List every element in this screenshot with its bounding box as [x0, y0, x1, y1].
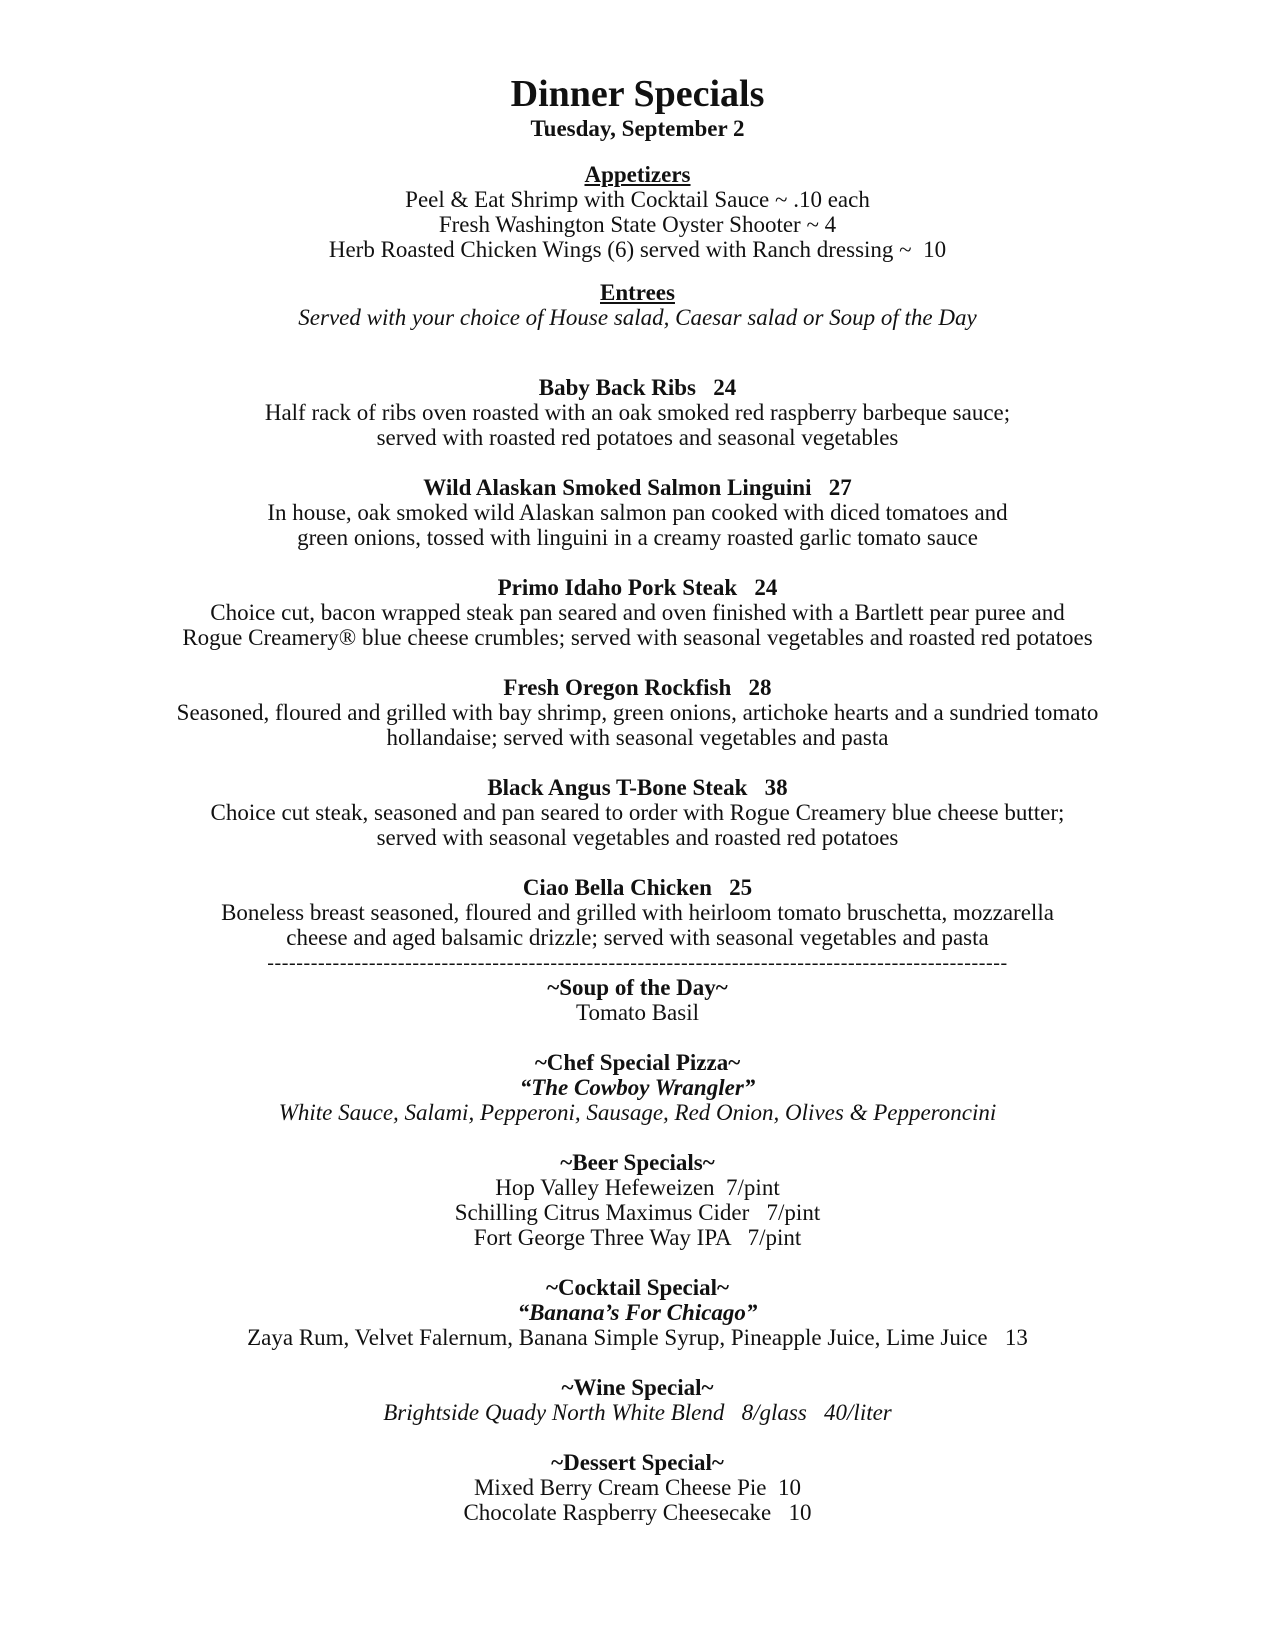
cocktail-description: Zaya Rum, Velvet Falernum, Banana Simple Syrup, Pineapple Juice, Lime Juice 13	[247, 1325, 1028, 1350]
cocktail-name: “Banana’s For Chicago”	[517, 1300, 758, 1325]
appetizer-item: Herb Roasted Chicken Wings (6) served with Ranch dressing ~ 10	[328, 237, 947, 262]
entree-name: Wild Alaskan Smoked Salmon Linguini 27	[423, 475, 852, 500]
entree-description: In house, oak smoked wild Alaskan salmon pan cooked with diced tomatoes and	[267, 500, 1008, 525]
entree-description: Boneless breast seasoned, floured and grilled with heirloom tomato bruschetta, mozzarella	[221, 900, 1054, 925]
pizza-name: “The Cowboy Wrangler”	[519, 1075, 756, 1100]
entree-name: Baby Back Ribs 24	[538, 375, 737, 400]
section-divider: ------------------------------------------------------------------------------------------------------	[267, 952, 1008, 974]
menu-date: Tuesday, September 2	[530, 116, 745, 141]
entree-description: green onions, tossed with linguini in a creamy roasted garlic tomato sauce	[297, 525, 978, 550]
beer-item: Schilling Citrus Maximus Cider 7/pint	[454, 1200, 821, 1225]
pizza-description: White Sauce, Salami, Pepperoni, Sausage, Red Onion, Olives & Pepperoncini	[278, 1100, 997, 1125]
soup-heading: ~Soup of the Day~	[547, 975, 728, 1000]
entree-description: served with seasonal vegetables and roasted red potatoes	[376, 825, 899, 850]
entree-name: Fresh Oregon Rockfish 28	[503, 675, 772, 700]
dessert-item: Mixed Berry Cream Cheese Pie 10	[473, 1475, 802, 1500]
cocktail-heading: ~Cocktail Special~	[545, 1275, 729, 1300]
beer-heading: ~Beer Specials~	[560, 1150, 715, 1175]
entree-description: hollandaise; served with seasonal vegetables and pasta	[386, 725, 889, 750]
entree-description: Rogue Creamery® blue cheese crumbles; served with seasonal vegetables and roasted red potatoes	[182, 625, 1093, 650]
beer-item: Hop Valley Hefeweizen 7/pint	[495, 1175, 780, 1200]
beer-item: Fort George Three Way IPA 7/pint	[473, 1225, 802, 1250]
entree-description: Choice cut steak, seasoned and pan seared to order with Rogue Creamery blue cheese butter;	[210, 800, 1065, 825]
soup-item: Tomato Basil	[576, 1000, 699, 1025]
entree-name: Black Angus T-Bone Steak 38	[487, 775, 788, 800]
appetizers-heading: Appetizers	[584, 162, 691, 187]
entree-name: Ciao Bella Chicken 25	[522, 875, 753, 900]
entree-description: Half rack of ribs oven roasted with an oak smoked red raspberry barbeque sauce;	[264, 400, 1011, 425]
wine-heading: ~Wine Special~	[561, 1375, 714, 1400]
dessert-heading: ~Dessert Special~	[551, 1450, 724, 1475]
wine-item: Brightside Quady North White Blend 8/glass 40/liter	[383, 1400, 892, 1425]
page-title: Dinner Specials	[510, 73, 765, 115]
pizza-heading: ~Chef Special Pizza~	[534, 1050, 741, 1075]
entree-description: Choice cut, bacon wrapped steak pan seared and oven finished with a Bartlett pear puree and	[210, 600, 1065, 625]
dessert-item: Chocolate Raspberry Cheesecake 10	[463, 1500, 812, 1525]
entree-description: cheese and aged balsamic drizzle; served with seasonal vegetables and pasta	[286, 925, 989, 950]
appetizer-item: Peel & Eat Shrimp with Cocktail Sauce ~ .10 each	[405, 187, 870, 212]
entree-description: served with roasted red potatoes and seasonal vegetables	[376, 425, 899, 450]
entree-name: Primo Idaho Pork Steak 24	[497, 575, 778, 600]
entrees-heading: Entrees	[600, 280, 675, 305]
appetizer-item: Fresh Washington State Oyster Shooter ~ 4	[438, 212, 837, 237]
entrees-note: Served with your choice of House salad, Caesar salad or Soup of the Day	[298, 305, 977, 330]
entree-description: Seasoned, floured and grilled with bay shrimp, green onions, artichoke hearts and a sundried tomato	[176, 700, 1099, 725]
